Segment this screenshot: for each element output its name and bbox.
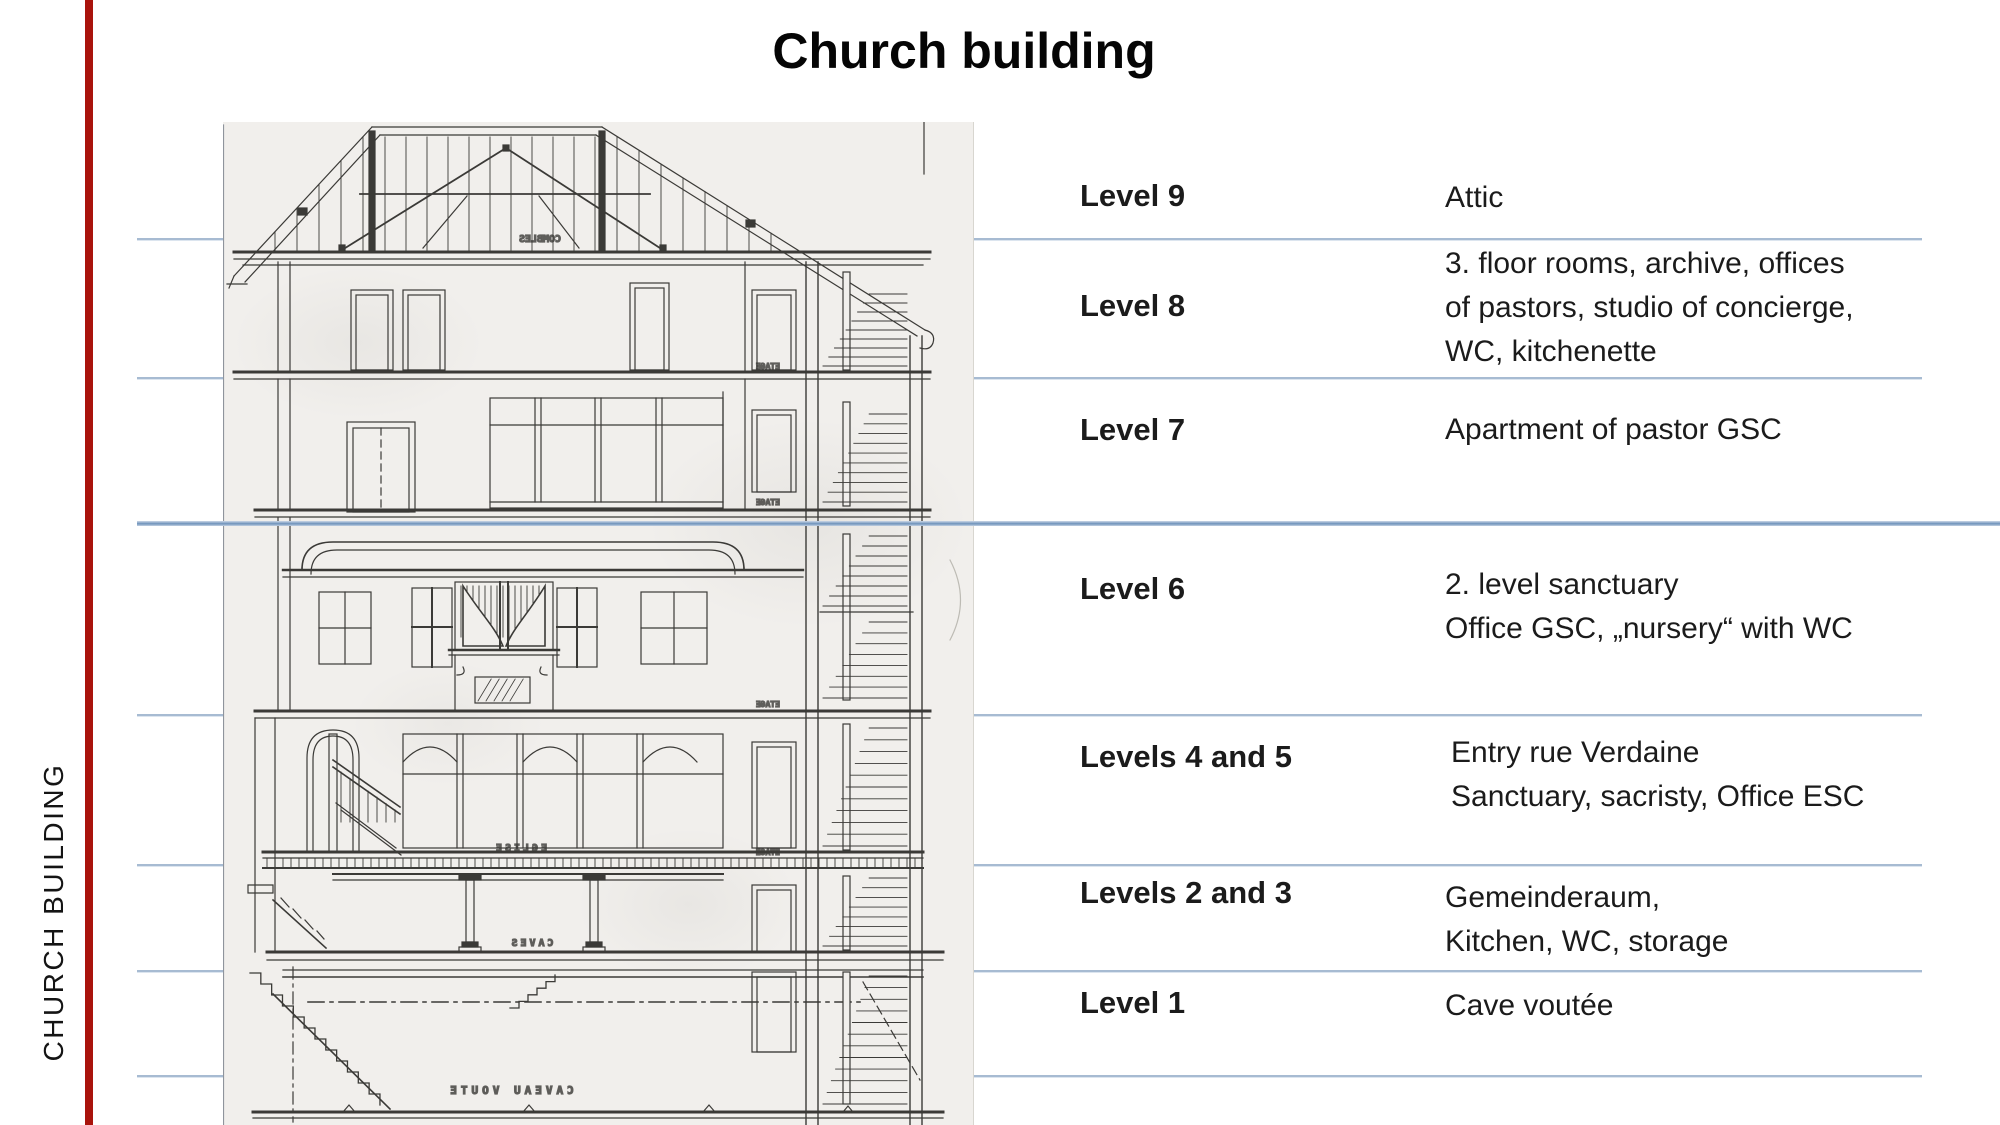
level-description [1445,984,1925,1028]
level-description-line: Apartment of pastor GSC [1445,413,1782,446]
svg-text:ETAGE: ETAGE [755,362,780,371]
paper-arc-mark [950,560,961,640]
level-label: Levels 4 and 5 [1080,739,1292,774]
level-label: Levels 2 and 3 [1080,875,1292,910]
level-description [1445,242,1925,374]
level-description-line: Gemeinderaum, [1445,881,1661,914]
level-description-line: Cave voutée [1445,989,1614,1022]
side-vertical-title: CHURCH BUILDING [38,762,69,1062]
organ [449,582,559,711]
attic-floor [234,252,930,265]
level-description [1445,563,1925,651]
level-label: Level 8 [1080,288,1186,323]
cellar-grand-stair [250,973,380,1105]
level-label: Level 6 [1080,571,1186,606]
svg-text:ETAGE: ETAGE [755,498,780,507]
level-description [1445,408,1925,452]
gemeinderaum-columns [248,874,943,960]
svg-text:ETAGE: ETAGE [755,700,780,709]
stair-landing-labels [756,362,780,857]
left-accent-bar [85,0,93,1125]
sanctuary-story [255,718,923,952]
level-description-line: of pastors, studio of concierge, [1445,291,1854,324]
roof-truss [227,127,934,349]
level-description [1445,176,1925,220]
svg-text:ETAGE: ETAGE [755,848,780,857]
cellar-small-stair [510,975,555,1008]
stair-tower [752,262,922,1125]
level8-story [234,262,930,379]
level-description [1451,731,1931,819]
level-label: Level 9 [1080,178,1186,213]
level-label: Level 7 [1080,412,1186,447]
mirrored-label-vault: CAVEAU VOUTE [446,1084,574,1097]
level-description-line: Entry rue Verdaine [1451,736,1700,769]
level-description-line: 2. level sanctuary [1445,568,1679,601]
level-label: Level 1 [1080,985,1186,1020]
cellar [250,967,943,1122]
level-description-line: Sanctuary, sacristy, Office ESC [1451,780,1865,813]
level-description [1445,876,1925,964]
level7-story [255,379,930,517]
building-section-drawing [223,122,974,1125]
level-description-line: Attic [1445,181,1504,214]
mirrored-label-cellar: CAVES [508,938,554,949]
mirrored-label-church: EGLISE [492,843,548,854]
level-description-line: 3. floor rooms, archive, offices [1445,247,1845,280]
level-description-line: Kitchen, WC, storage [1445,925,1729,958]
level-description-line: WC, kitchenette [1445,335,1657,368]
cross-section-sketch [223,122,973,1125]
main-floor-line [137,521,2000,526]
mirrored-label-attic: COMBLES [518,234,562,245]
slide-title: Church building [772,23,1156,79]
level-description-line: Office GSC, „nursery“ with WC [1445,612,1853,645]
